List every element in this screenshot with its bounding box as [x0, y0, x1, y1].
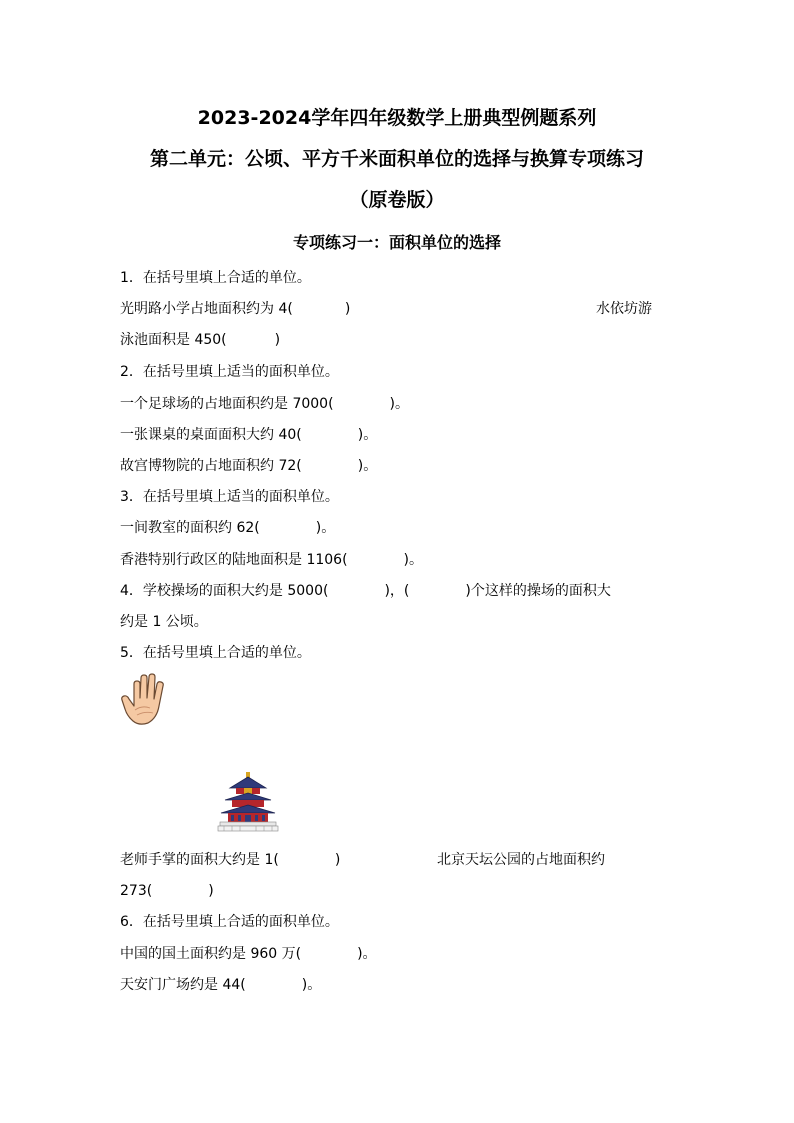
question-3-item [120, 518, 335, 538]
question-5-line-1 [120, 850, 340, 870]
question-2-item [120, 425, 377, 445]
question-6-item-end: )。 [357, 946, 377, 962]
section-heading: 专项练习一：面积单位的选择 [292, 233, 501, 252]
question-4-line-2: 约是 1 公顷。 [120, 614, 208, 630]
question-2-item-text: 故宫博物院的占地面积约 72( [120, 458, 302, 474]
hand-palm-icon [120, 672, 168, 728]
question-5-text-c: 北京天坛公园的占地面积约 [437, 852, 605, 868]
question-1-text-b: ) [344, 301, 351, 317]
question-2-item-end: )。 [357, 458, 378, 474]
question-2-prompt: 2．在括号里填上适当的面积单位。 [120, 364, 339, 380]
question-2-item-text: 一个足球场的占地面积约是 7000( [120, 396, 334, 412]
question-1-text-d: 泳池面积是 450( [120, 332, 227, 348]
document-edition: （原卷版） [349, 189, 445, 211]
question-3-item-text: 香港特别行政区的陆地面积是 1106( [120, 552, 348, 568]
document-title: 2023-2024学年四年级数学上册典型例题系列 [197, 107, 597, 129]
question-5-text-a: 老师手掌的面积大约是 1( [120, 852, 279, 868]
document-subtitle: 第二单元：公顷、平方千米面积单位的选择与换算专项练习 [149, 148, 644, 170]
question-2-item-text: 一张课桌的桌面面积大约 40( [120, 427, 302, 443]
question-5-prompt: 5．在括号里填上合适的单位。 [120, 645, 311, 661]
question-2-item-end: )。 [357, 427, 378, 443]
question-1-prompt: 1．在括号里填上合适的单位。 [120, 270, 311, 286]
question-3-item-end: )。 [403, 552, 424, 568]
question-2-item-end: )。 [389, 396, 410, 412]
temple-of-heaven-icon [216, 770, 280, 834]
question-3-prompt: 3．在括号里填上适当的面积单位。 [120, 489, 339, 505]
question-5-line-2 [120, 881, 214, 901]
question-5-text-e: ) [208, 883, 214, 899]
question-5-text-d: 273( [120, 883, 153, 899]
question-1-line-2 [120, 330, 280, 350]
question-6-prompt: 6．在括号里填上合适的面积单位。 [120, 914, 339, 930]
question-1-text-e: ) [274, 332, 281, 348]
question-4-text-b: )，( [384, 583, 410, 599]
question-6-item-text: 中国的国土面积约是 960 万( [120, 946, 302, 962]
question-2-item [120, 456, 377, 476]
question-1-text-c: 水依坊游 [596, 301, 652, 317]
question-2-item [120, 394, 409, 414]
question-4-text-c: )个这样的操场的面积大 [465, 583, 611, 599]
question-3-item-text: 一间教室的面积约 62( [120, 520, 260, 536]
question-6-item [120, 944, 377, 964]
question-4-text-a: 4．学校操场的面积大约是 5000( [120, 583, 329, 599]
question-5-text-b: ) [334, 852, 341, 868]
question-6-item-text: 天安门广场约是 44( [120, 977, 246, 993]
question-4-line-1 [120, 581, 611, 601]
question-3-item-end: )。 [315, 520, 336, 536]
question-1-text-a: 光明路小学占地面积约为 4( [120, 301, 293, 317]
question-3-item [120, 550, 423, 570]
question-6-item [120, 975, 321, 995]
question-1-line-1 [120, 299, 350, 319]
question-6-item-end: )。 [301, 977, 322, 993]
